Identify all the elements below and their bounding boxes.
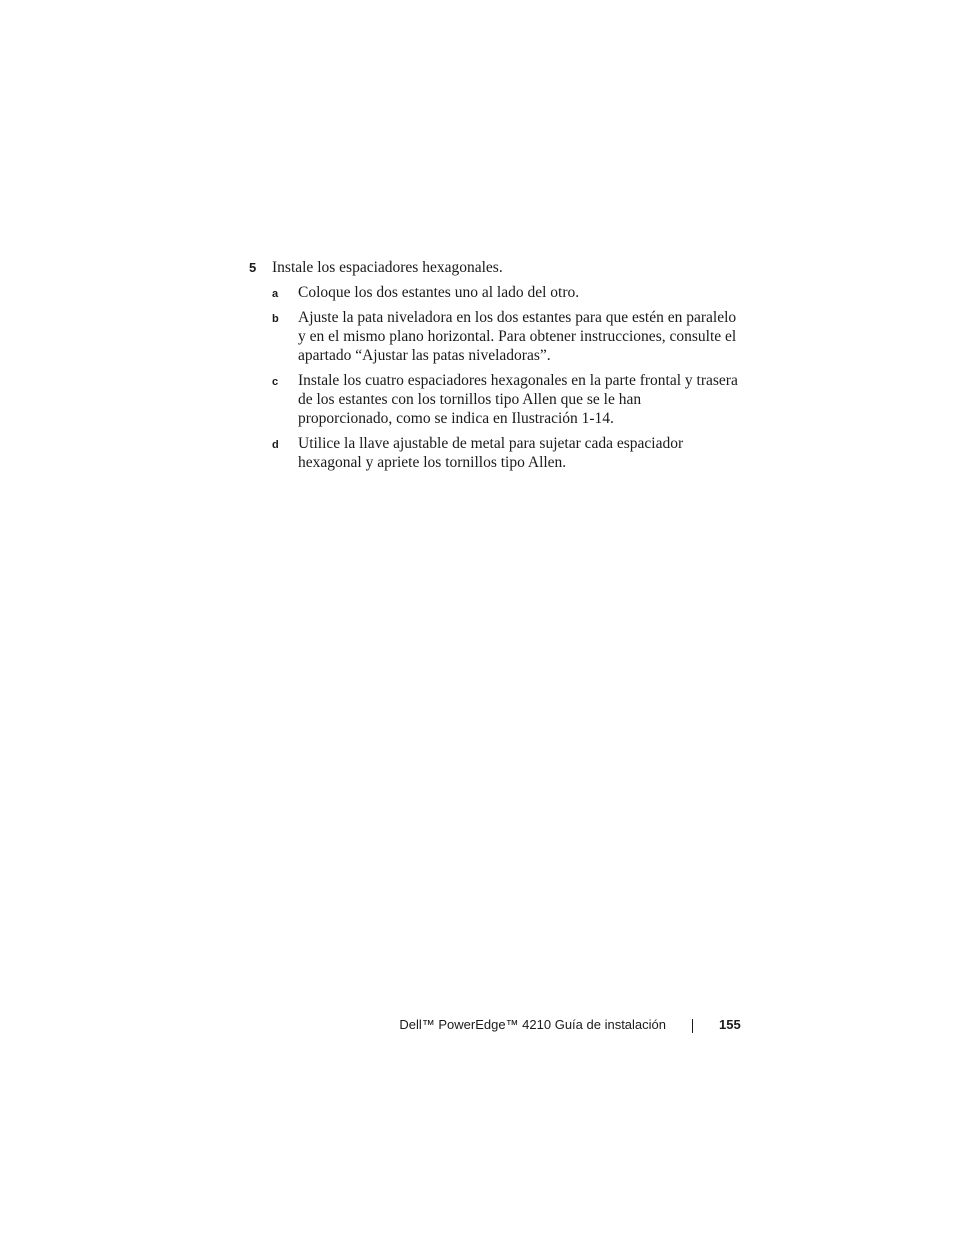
substep-letter: c xyxy=(272,376,279,388)
substep-text: Ajuste la pata niveladora en los dos estantes para que estén en paralelo y en el mismo plano horizontal. Para obtener instrucciones, consulte el apartado “Ajustar las patas niveladoras”. xyxy=(298,309,737,364)
substep-letter: d xyxy=(272,439,279,451)
substep-text: Coloque los dos estantes uno al lado del otro. xyxy=(298,284,580,301)
substep-c xyxy=(249,371,749,428)
substep-letter: a xyxy=(272,288,279,300)
installation-step xyxy=(249,258,749,478)
substep-a xyxy=(249,283,749,302)
substep-letter: b xyxy=(272,313,279,325)
substep-d xyxy=(249,434,749,472)
page-number: 155 xyxy=(719,1017,741,1032)
substep-text: Instale los cuatro espaciadores hexagonales en la parte frontal y trasera de los estantes con los tornillos tipo Allen que se le han proporcionado, como se indica en Ilustración 1-14. xyxy=(298,372,738,427)
substep-list xyxy=(249,283,749,472)
step-number: 5 xyxy=(249,260,257,275)
substep-b xyxy=(249,308,749,365)
footer-separator xyxy=(692,1019,693,1033)
footer-title: Dell™ PowerEdge™ 4210 Guía de instalación xyxy=(399,1017,666,1032)
step-heading xyxy=(249,258,749,277)
substep-text: Utilice la llave ajustable de metal para sujetar cada espaciador hexagonal y apriete los tornillos tipo Allen. xyxy=(298,435,684,471)
page-footer xyxy=(0,1014,954,1036)
step-text: Instale los espaciadores hexagonales. xyxy=(272,259,503,276)
